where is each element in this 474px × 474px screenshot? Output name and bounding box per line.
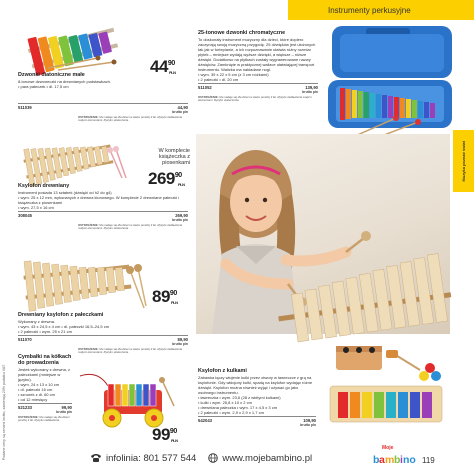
product-price: 139,90 bbox=[305, 85, 318, 90]
brutto-label: brutto pln bbox=[300, 423, 316, 427]
product-code: 511052 bbox=[198, 85, 212, 90]
product-code-row bbox=[198, 83, 318, 90]
product-511039 bbox=[18, 72, 188, 123]
child-playing-xylophone-photo bbox=[196, 134, 450, 334]
wooden-xylophone-image bbox=[18, 134, 118, 184]
hotline[interactable] bbox=[90, 453, 196, 464]
product-title: Cymbałki na kółkach do prowadzenia bbox=[18, 354, 72, 366]
brutto-label: brutto pln bbox=[172, 110, 188, 114]
website-text: www.mojebambino.pl bbox=[222, 452, 313, 464]
price-tag-511039: $44^{90}$ PLN bbox=[150, 57, 176, 76]
product-542043 bbox=[198, 368, 316, 428]
product-description: 8-tonowe dzwoneczki na drewnianych podstawkach. • para pałeczek • dl. 17,5 cm bbox=[18, 79, 111, 89]
product-title: Dzwonki diatoniczne małe bbox=[18, 72, 85, 78]
product-code-row bbox=[18, 103, 188, 110]
svg-text:i: i bbox=[400, 454, 403, 466]
product-code-row bbox=[198, 416, 316, 423]
brutto-label: brutto pln bbox=[172, 342, 188, 346]
globe-icon bbox=[208, 453, 218, 463]
mallets-image bbox=[104, 146, 140, 180]
category-label: Instrumenty perkusyjne bbox=[328, 6, 411, 15]
pull-along-xylophone-image bbox=[78, 366, 178, 432]
ball-xylophone-toy-image bbox=[324, 340, 452, 436]
product-521233 bbox=[18, 354, 72, 423]
product-price: 269,90 bbox=[175, 213, 188, 218]
section-side-tab-label: Muzyka poznać świat bbox=[461, 140, 466, 182]
price-tag-521233: $99^{90}$ PLN bbox=[152, 425, 178, 444]
product-code: 308045 bbox=[18, 213, 32, 218]
product-description: Jesteś wykonany z drewna, z pałeczkami (mniejsze w języku). • wym. 24 x 13 x 10 cm • dl. pałeczki 16 cm • sznurek z dl. 60 cm • od 12 miesięcy bbox=[18, 367, 71, 402]
product-title: Drewniany ksylofon z pałeczkami bbox=[18, 312, 104, 318]
category-header bbox=[288, 0, 474, 20]
svg-text:no: no bbox=[403, 454, 416, 466]
price-tag-308045: $269^{90}$ PLN bbox=[148, 169, 185, 188]
product-code-row bbox=[18, 403, 72, 410]
hotline-text: infolinia: 801 577 544 bbox=[106, 452, 197, 464]
product-description: Instrument posiada 13 sztabek (dźwięki od h2 do g4) • wym. 25 x 12 mm, wykonanych z drewna klonowego. W komplecie 2 drewniane pałeczki i książeczka z piosenkami • wym. 27,5 x 16 cm bbox=[18, 190, 180, 210]
svg-text:m: m bbox=[385, 454, 395, 466]
svg-text:b: b bbox=[373, 454, 380, 466]
product-308045 bbox=[18, 183, 188, 231]
product-price: 44,90 bbox=[177, 105, 188, 110]
product-title: Ksylofon z kulkami bbox=[198, 368, 247, 374]
brutto-label: brutto pln bbox=[56, 410, 72, 414]
product-price: 109,90 bbox=[303, 418, 316, 423]
svg-text:Moje: Moje bbox=[382, 445, 394, 451]
warning-text: OSTRZEŻENIE: Nie nadaje się dla dzieci w wieku poniżej 3 lat. Ryzyko zadławienia małymi elementami. Ryzyko skaleczenia. bbox=[78, 115, 183, 123]
product-511070 bbox=[18, 312, 188, 355]
section-side-tab[interactable] bbox=[453, 130, 474, 192]
product-code: 511070 bbox=[18, 337, 32, 342]
product-title: 25-tonowe dzwonki chromatyczne bbox=[198, 30, 286, 36]
page-number: 119 bbox=[422, 456, 435, 465]
product-description: Wykonany z drewna. • wym. 43 x 24,5 x 4 cm • dl. pałeczki 16,5–24,5 cm • 2 pałeczki • wym. 25 x 21 cm bbox=[18, 319, 110, 334]
product-description: Zabawka łączy włojenie kulki przez otwory w ławreczce z grą na ksylofonie. Gdy wkłojony kulki, spadą na ksylofon wydając różne dźwięki. Ksylofon można również wyjąć i używać go jako osobnego instrumentu. • ławreczka • wym. 23,6 (28 z wbitymi kulkami) • kulki • wym. 25,8 x 10 x 2 cm • drewniana pałeczka • wym. 17 x 4,5 x 3 cm • 2 pałeczki • wym. 2,9 x 2,9 x 1,7 cm bbox=[198, 375, 313, 415]
phone-icon bbox=[90, 453, 102, 463]
product-code: 521233 bbox=[18, 405, 32, 410]
product-code: 542043 bbox=[198, 418, 212, 423]
product-title: Ksylofon drewniany bbox=[18, 183, 70, 189]
product-511052 bbox=[198, 30, 318, 103]
warning-text: OSTRZEŻENIE: Nie nadaje się dla dzieci w wieku poniżej 3 lat. Ryzyko zadławienia małymi elementami. Ryzyko skaleczenia. bbox=[78, 347, 183, 355]
svg-text:a: a bbox=[379, 454, 385, 466]
product-description: To doskonały instrument muzyczny dla dzieci, które dopiero zaczynają swoją muzyczną przygodę. 25 dźwięków jest ułożonych tak jak w fortepianie, a ich rozpoznawanie ułatwia różny rozmiar płytek – mniejsze wydają wyższe dźwięki, a większe – niższe dźwięki. Dodatkowo na płytkach zostały wygrawerowane nazwy dźwięków. Zamknięte w praktycznej walizce ułatwiającej transport instrumentu. Walizka ma nakładane nogi. • wym. 39 x 22 x 5 cm (z 3 cm nóżkami) • 2 pałeczki • dl. 20 cm bbox=[198, 37, 316, 82]
brutto-label: brutto pln bbox=[302, 90, 318, 94]
product-price: 99,90 bbox=[61, 405, 72, 410]
product-code: 511039 bbox=[18, 105, 32, 110]
svg-text:b: b bbox=[394, 454, 401, 466]
wooden-xylophone-mallets-image bbox=[18, 248, 148, 312]
vat-note: Podane ceny są cenami brutto, zawierają 23% podatku VAT. bbox=[2, 364, 6, 460]
songbook-callout: W komplecie książeczka z piosenkami bbox=[158, 148, 190, 166]
warning-text: OSTRZEŻENIE: Nie nadaje się dla dzieci w wieku poniżej 3 lat. Ryzyko zadławienia małymi elementami. Ryzyko skaleczenia. bbox=[78, 223, 183, 231]
product-price: 89,90 bbox=[177, 337, 188, 342]
chromatic-glockenspiel-case-image bbox=[326, 22, 456, 142]
product-code-row bbox=[18, 335, 188, 342]
footer-contact bbox=[90, 451, 350, 465]
website-link[interactable] bbox=[208, 453, 312, 464]
price-tag-511070: $89^{90}$ PLN bbox=[152, 287, 178, 306]
warning-text: OSTRZEŻENIE: Nie nadaje się dla dzieci poniżej 3 lat. Ryzyko zadławienia. bbox=[18, 415, 70, 423]
mojebambino-logo[interactable] bbox=[372, 440, 416, 470]
glockenspiel-small-image bbox=[18, 14, 128, 70]
product-code-row bbox=[18, 211, 188, 218]
warning-text: OSTRZEŻENIE: Nie nadaje się dla dzieci w wieku poniżej 3 lat. Ryzyko zadławienia małymi elementami. Ryzyko skaleczenia. bbox=[198, 95, 312, 103]
brutto-label: brutto pln bbox=[172, 218, 188, 222]
